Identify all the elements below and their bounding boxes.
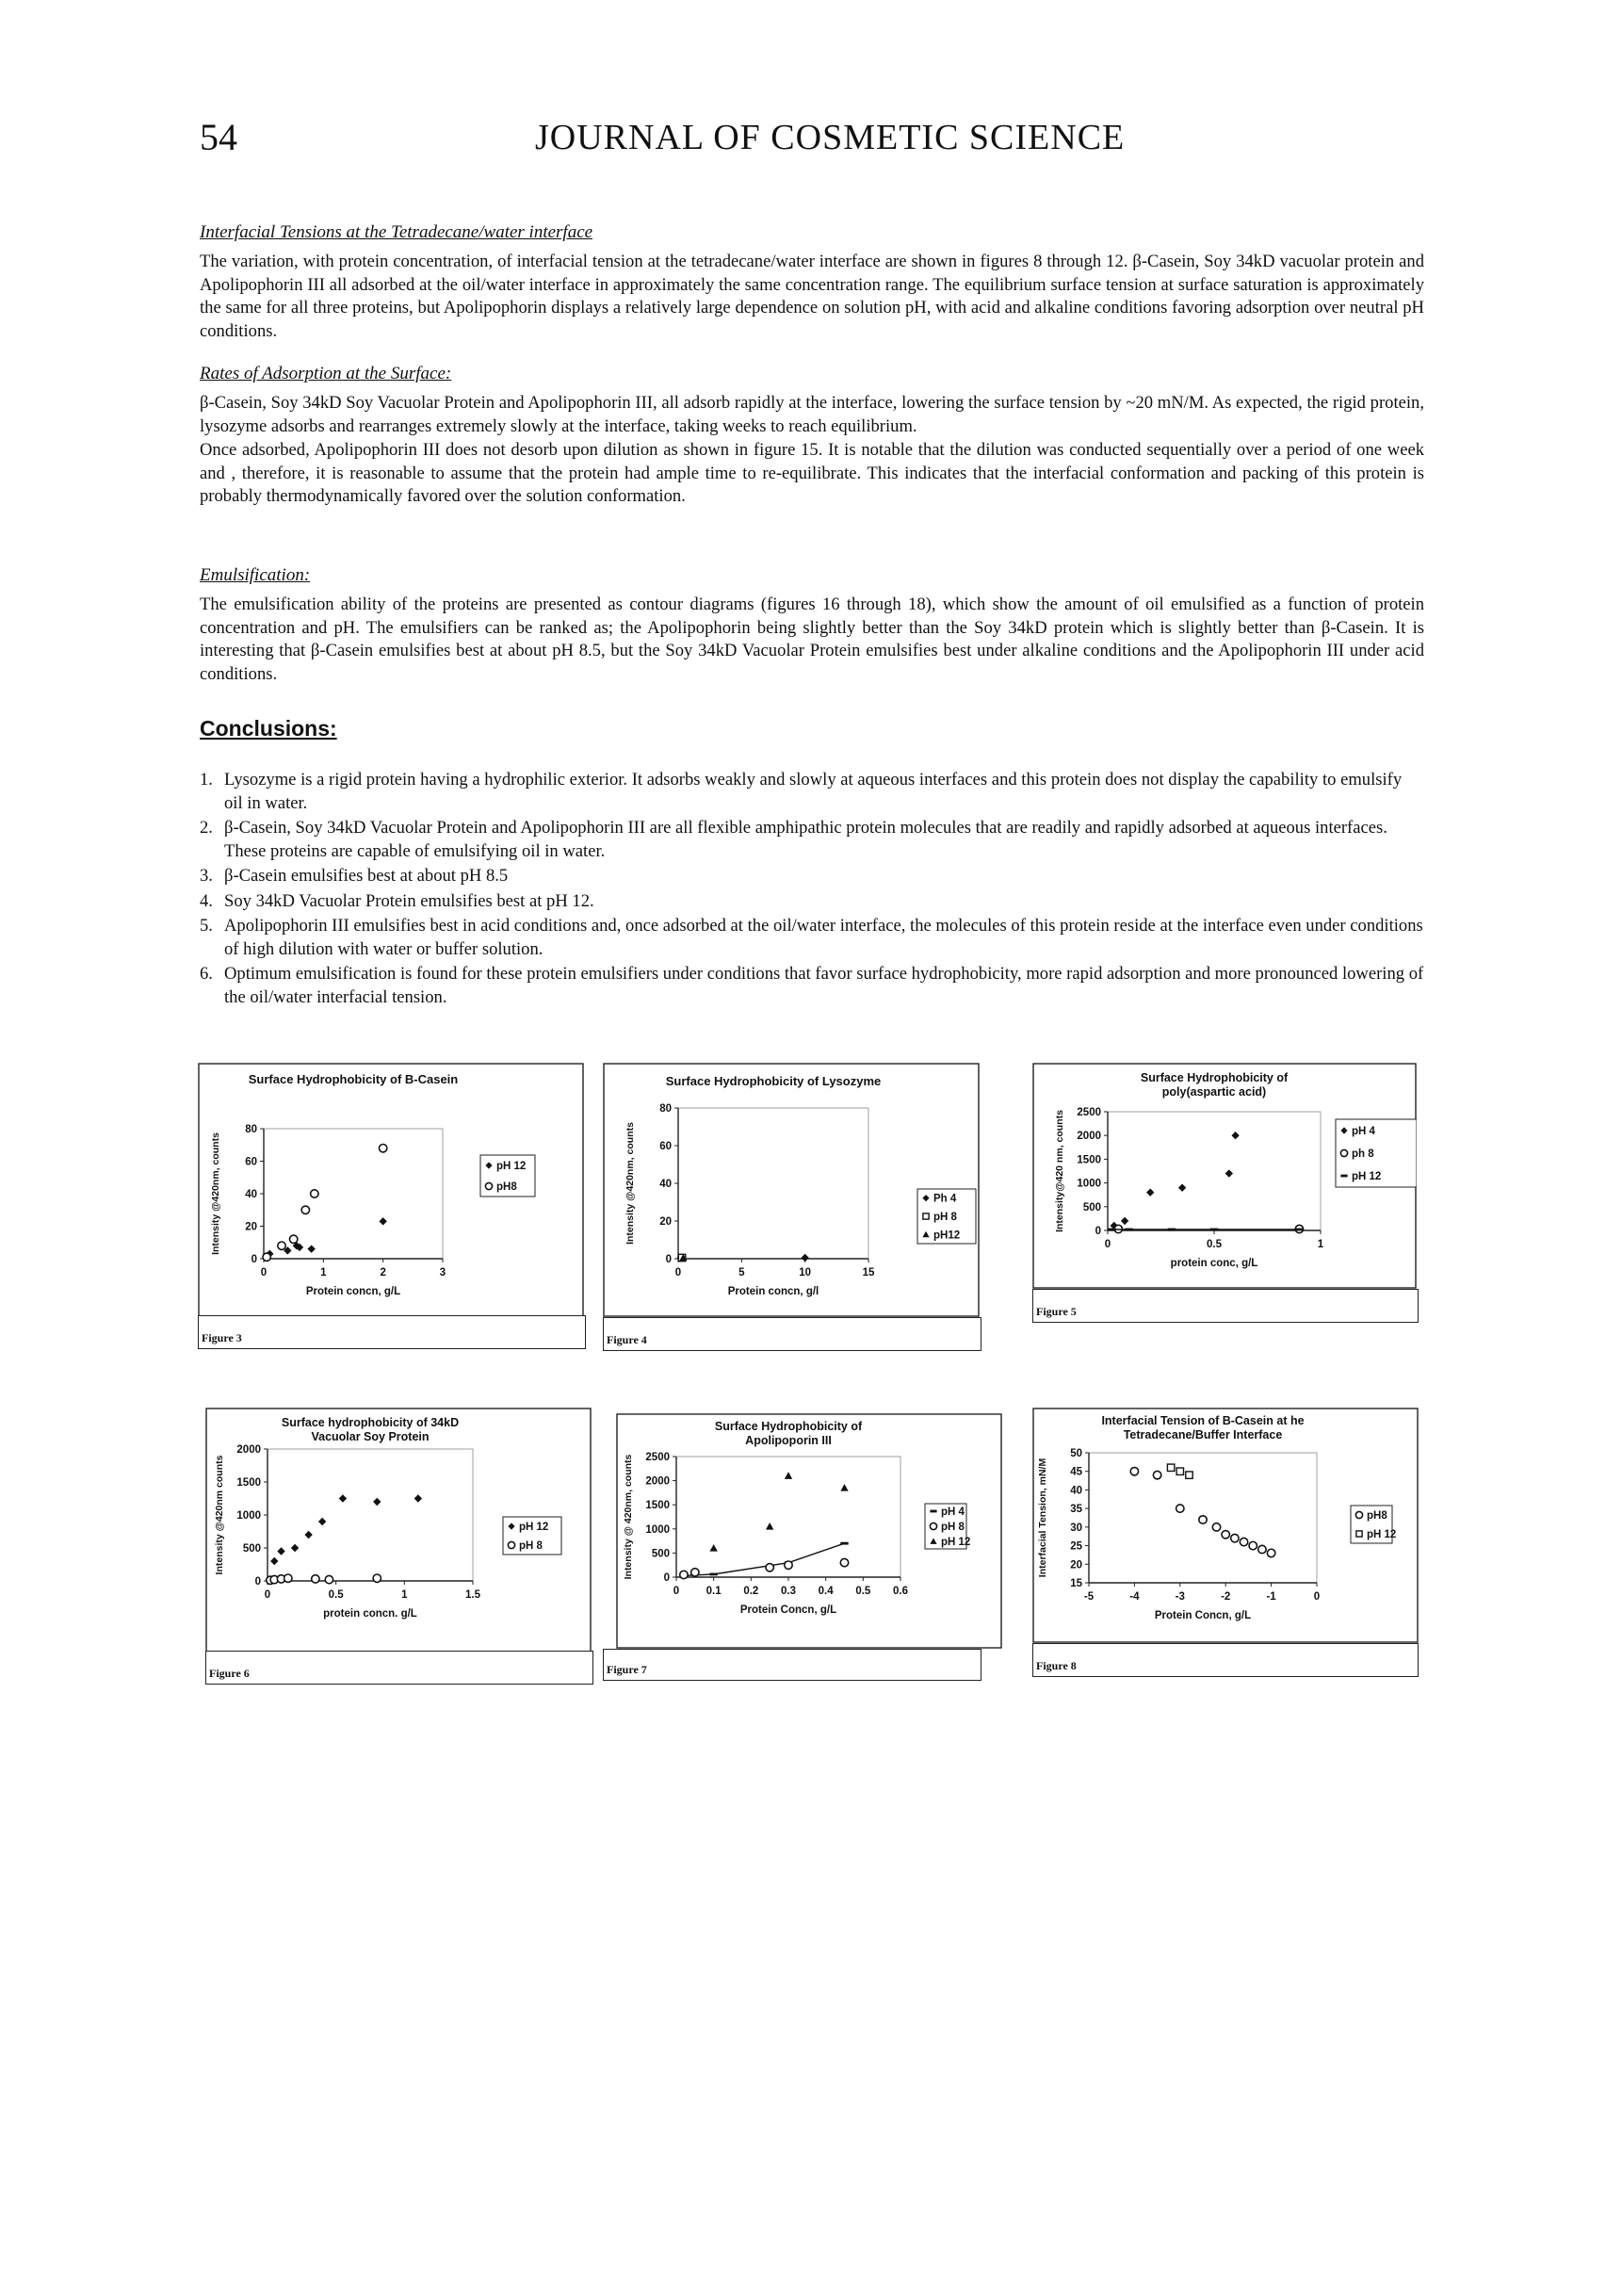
data-point <box>785 1561 792 1569</box>
data-point <box>691 1569 699 1576</box>
figure-3 <box>198 1063 584 1317</box>
data-point <box>1222 1531 1229 1539</box>
data-point <box>1212 1523 1220 1531</box>
data-point <box>301 1206 309 1213</box>
data-point <box>325 1575 333 1583</box>
figure-5 <box>1032 1063 1417 1289</box>
y-tick-label: 40 <box>245 1189 257 1200</box>
y-tick-label: 0 <box>1095 1226 1101 1237</box>
y-tick-label: 80 <box>659 1103 672 1115</box>
conclusion-number: 4. <box>200 890 213 911</box>
data-point <box>1168 1229 1176 1231</box>
data-point <box>1199 1516 1207 1523</box>
figure-4-chart <box>603 1063 980 1317</box>
y-tick-label: 40 <box>659 1179 672 1190</box>
x-tick-label: 0 <box>1104 1239 1111 1250</box>
y-tick-label: 15 <box>1070 1578 1082 1589</box>
x-tick-label: 0 <box>1313 1591 1321 1603</box>
conclusion-text: Apolipophorin III emulsifies best in acid conditions and, once adsorbed at the oil/water interface, the molecules of this protein reside at the interface even under conditions of high dilution with water or buffer solution. <box>224 916 1423 959</box>
x-tick-label: -4 <box>1129 1591 1140 1603</box>
y-tick-label: 2500 <box>645 1452 670 1463</box>
paragraph-emulsification: The emulsification ability of the proteins are presented as contour diagrams (figures 16 through 18), which show the amount of oil emulsified as a function of protein concentration and pH. The emulsifiers can be ranked as; the Apolipophorin being slightly better than the Soy 34kD protein which is slightly better than β-Casein. It is interesting that β-Casein emulsifies best at about pH 8.5, but the Soy 34kD Vacuolar Protein emulsifies best under alkaline conditions and the Apolipophorin III under acid conditions. <box>200 594 1424 684</box>
data-point <box>1176 1468 1183 1474</box>
data-point <box>840 1542 848 1545</box>
y-tick-label: 1500 <box>645 1500 670 1512</box>
x-tick-label: 0.5 <box>855 1586 871 1597</box>
figure-3-caption-box <box>198 1315 586 1349</box>
y-axis-label: Intensity @420nm, counts <box>624 1122 636 1245</box>
figure-8-caption: Figure 8 <box>1036 1659 1077 1672</box>
x-tick-label: 0 <box>674 1267 682 1278</box>
y-tick-label: 0 <box>254 1576 261 1588</box>
y-tick-label: 1000 <box>236 1510 261 1522</box>
figure-4-caption-box <box>603 1317 981 1351</box>
data-point <box>1240 1538 1247 1545</box>
chart-title: Surface Hydrophobicity of <box>714 1420 863 1433</box>
legend-label: ph 8 <box>1352 1148 1374 1160</box>
data-point <box>840 1558 848 1566</box>
chart-title: Surface Hydrophobicity of B-Casein <box>248 1072 459 1086</box>
data-point <box>485 1182 492 1189</box>
paragraph-interfacial: The variation, with protein concentration, of interfacial tension at the tetradecane/water interface are shown in figures 8 through 12. β-Casein, Soy 34kD vacuolar protein and Apolipophorin III all adsorbed at the oil/water interface in approximately the same concentration range. The equilibrium surface tension at surface saturation is approximately the same for all three proteins, but Apolipophorin displays a relatively large dependence on solution pH, with acid and alkaline conditions favoring adsorption over neutral pH conditions. <box>200 252 1424 341</box>
conclusion-item <box>200 865 1424 888</box>
data-point <box>1356 1531 1362 1537</box>
x-axis-label: Protein Concn, g/L <box>739 1604 837 1616</box>
x-tick-label: 0.5 <box>1207 1239 1222 1250</box>
conclusion-item <box>200 890 1424 914</box>
data-point <box>766 1564 773 1571</box>
data-point <box>1249 1541 1257 1549</box>
x-tick-label: -2 <box>1221 1591 1231 1603</box>
legend-label: pH 4 <box>1352 1126 1375 1137</box>
data-point <box>1340 1175 1347 1178</box>
y-tick-label: 60 <box>659 1141 672 1152</box>
legend-label: pH 4 <box>941 1506 965 1518</box>
data-point <box>709 1573 717 1576</box>
conclusion-number: 2. <box>200 818 213 838</box>
x-tick-label: 0.5 <box>328 1589 344 1601</box>
x-tick-label: 2 <box>380 1267 386 1278</box>
y-tick-label: 25 <box>1070 1540 1082 1553</box>
conclusions-list <box>200 769 1424 1011</box>
x-tick-label: 1 <box>401 1589 408 1601</box>
figure-4-caption: Figure 4 <box>607 1333 647 1346</box>
x-tick-label: -5 <box>1083 1591 1095 1603</box>
chart-title: Apolipoporin III <box>745 1434 832 1447</box>
x-tick-label: 0.1 <box>706 1586 722 1597</box>
section-heading-rates: Rates of Adsorption at the Surface: <box>200 364 452 383</box>
y-tick-label: 2500 <box>1077 1107 1101 1118</box>
x-tick-label: 10 <box>799 1267 812 1278</box>
legend-label: pH 8 <box>519 1540 543 1552</box>
data-point <box>379 1145 386 1152</box>
y-tick-label: 20 <box>659 1216 672 1228</box>
data-point <box>1210 1229 1218 1231</box>
y-tick-label: 500 <box>1082 1201 1101 1213</box>
data-point <box>278 1242 285 1249</box>
figure-6-caption: Figure 6 <box>209 1667 250 1680</box>
y-tick-label: 0 <box>665 1254 672 1265</box>
figure-8-caption-box <box>1032 1643 1419 1677</box>
y-axis-label: Interfacial Tension, mN/M <box>1037 1457 1048 1578</box>
x-tick-label: 3 <box>439 1267 446 1278</box>
x-tick-label: 0 <box>264 1589 271 1601</box>
y-tick-label: 2000 <box>236 1444 261 1456</box>
data-point <box>1125 1229 1132 1231</box>
chart-title: poly(aspartic acid) <box>1161 1085 1267 1099</box>
y-axis-label: Intensity @ 420nm, counts <box>623 1454 634 1580</box>
data-point <box>1231 1534 1239 1541</box>
y-tick-label: 1000 <box>645 1523 670 1536</box>
y-tick-label: 45 <box>1070 1466 1082 1478</box>
y-tick-label: 80 <box>245 1124 257 1135</box>
figure-7-caption-box <box>603 1649 981 1681</box>
y-tick-label: 20 <box>245 1221 257 1233</box>
x-tick-label: 1 <box>320 1267 327 1278</box>
x-tick-label: 0 <box>673 1586 680 1597</box>
legend-label: pH 12 <box>1352 1171 1382 1182</box>
data-point <box>508 1541 514 1548</box>
legend-label: pH8 <box>496 1181 517 1193</box>
chart-title: Interfacial Tension of B-Casein at he <box>1101 1414 1305 1427</box>
conclusion-text: Lysozyme is a rigid protein having a hydrophilic exterior. It adsorbs weakly and slowly at aqueous interfaces and this protein does not display the capability to emulsify oil in water. <box>224 770 1403 813</box>
x-axis-label: Protein Concn, g/L <box>1154 1610 1252 1621</box>
legend-label: pH 12 <box>519 1522 549 1533</box>
x-tick-label: 0 <box>260 1267 268 1278</box>
x-axis-label: protein conc, g/L <box>1170 1258 1258 1269</box>
data-point <box>1267 1549 1274 1556</box>
legend-label: pH 8 <box>941 1522 965 1533</box>
figure-7-chart <box>616 1413 1002 1649</box>
chart-title: Tetradecane/Buffer Interface <box>1123 1428 1283 1441</box>
y-tick-label: 1500 <box>1077 1154 1101 1166</box>
chart-title: Surface hydrophobicity of 34kD <box>281 1416 460 1429</box>
y-tick-label: 40 <box>1070 1485 1082 1497</box>
conclusion-item <box>200 817 1424 863</box>
data-point <box>923 1213 929 1219</box>
y-tick-label: 0 <box>251 1254 257 1265</box>
figure-3-caption: Figure 3 <box>202 1331 242 1344</box>
conclusions-heading: Conclusions: <box>200 716 337 741</box>
figure-7 <box>616 1413 1002 1649</box>
legend-label: Ph 4 <box>933 1193 957 1205</box>
y-tick-label: 1000 <box>1077 1178 1101 1190</box>
figure-3-chart <box>198 1063 584 1317</box>
y-tick-label: 1500 <box>236 1477 261 1489</box>
figure-5-caption: Figure 5 <box>1036 1305 1077 1318</box>
page-number: 54 <box>200 116 237 158</box>
y-tick-label: 60 <box>245 1156 257 1168</box>
conclusion-number: 5. <box>200 916 213 936</box>
x-tick-label: 0.6 <box>893 1586 908 1597</box>
conclusion-number: 3. <box>200 866 213 886</box>
figure-6-chart <box>205 1408 592 1653</box>
figure-5-chart <box>1032 1063 1417 1289</box>
data-point <box>312 1575 319 1583</box>
y-tick-label: 2000 <box>1077 1131 1101 1143</box>
conclusion-text: β-Casein emulsifies best at about pH 8.5 <box>224 866 509 886</box>
conclusion-item <box>200 963 1424 1009</box>
y-tick-label: 20 <box>1070 1559 1082 1571</box>
x-tick-label: 0.4 <box>818 1586 834 1597</box>
figure-4 <box>603 1063 980 1317</box>
data-point <box>1258 1545 1266 1553</box>
x-tick-label: 0.2 <box>743 1586 759 1597</box>
y-axis-label: Intensity @420nm counts <box>214 1455 225 1575</box>
x-axis-label: Protein concn, g/l <box>727 1286 819 1297</box>
conclusion-text: β-Casein, Soy 34kD Vacuolar Protein and Apolipophorin III are all flexible amphipathic protein molecules that are readily and rapidly adsorbed at aqueous interfaces. These proteins are capable of emulsifying oil in water. <box>224 818 1387 861</box>
conclusion-number: 1. <box>200 770 213 790</box>
x-axis-label: Protein concn, g/L <box>305 1286 401 1297</box>
data-point <box>1186 1472 1192 1478</box>
figure-6-caption-box <box>205 1651 593 1685</box>
x-tick-label: 1 <box>1317 1239 1324 1250</box>
y-tick-label: 50 <box>1070 1448 1082 1459</box>
conclusion-item <box>200 769 1424 815</box>
conclusion-text: Soy 34kD Vacuolar Protein emulsifies best at pH 12. <box>224 890 594 911</box>
figure-8-chart <box>1032 1408 1419 1643</box>
conclusion-number: 6. <box>200 964 213 984</box>
y-tick-label: 0 <box>663 1572 670 1584</box>
data-point <box>373 1574 381 1582</box>
legend-label: pH 12 <box>496 1161 527 1172</box>
journal-title: JOURNAL OF COSMETIC SCIENCE <box>535 118 1126 157</box>
paragraph-rates-1: β-Casein, Soy 34kD Soy Vacuolar Protein and Apolipophorin III, all adsorb rapidly at the interface, lowering the surface tension by ~20 mN/M. As expected, the rigid protein, lysozyme adsorbs and rearranges extremely slowly at the interface, taking weeks to reach equilibrium. <box>200 393 1424 436</box>
legend-label: pH8 <box>1367 1510 1387 1522</box>
data-point <box>289 1235 297 1243</box>
x-tick-label: 15 <box>862 1267 875 1278</box>
legend-label: pH12 <box>933 1229 961 1242</box>
data-point <box>1108 1229 1115 1231</box>
figure-7-caption: Figure 7 <box>607 1663 647 1676</box>
data-point <box>1340 1149 1347 1156</box>
y-axis-label: Intensity @420nm, counts <box>210 1132 221 1255</box>
x-tick-label: -3 <box>1175 1591 1185 1603</box>
y-axis-label: Intensity@420 nm, counts <box>1054 1110 1065 1232</box>
y-tick-label: 500 <box>242 1543 261 1555</box>
data-point <box>284 1574 292 1582</box>
data-point <box>263 1253 270 1261</box>
conclusion-text: Optimum emulsification is found for these protein emulsifiers under conditions that favor surface hydrophobicity, more rapid adsorption and more pronounced lowering of the oil/water interfacial tension. <box>224 964 1424 1007</box>
y-tick-label: 35 <box>1070 1504 1082 1516</box>
y-tick-label: 2000 <box>645 1475 670 1488</box>
data-point <box>1130 1468 1138 1475</box>
section-heading-emulsification: Emulsification: <box>200 565 311 585</box>
data-point <box>930 1523 936 1529</box>
data-point <box>311 1190 318 1197</box>
data-point <box>680 1571 688 1578</box>
legend-label: pH 8 <box>933 1212 957 1223</box>
x-axis-label: protein concn. g/L <box>323 1608 417 1620</box>
legend-label: pH 12 <box>941 1537 971 1548</box>
x-tick-label: 1.5 <box>465 1589 480 1601</box>
x-tick-label: 5 <box>738 1267 745 1278</box>
legend-label: pH 12 <box>1367 1529 1397 1540</box>
figure-8 <box>1032 1408 1419 1643</box>
data-point <box>1295 1229 1303 1231</box>
x-tick-label: -1 <box>1266 1591 1276 1603</box>
paragraph-rates-2: Once adsorbed, Apolipophorin III does not desorb upon dilution as shown in figure 15. It is notable that the dilution was conducted sequentially over a period of one week and , therefore, it is reasonable to assume that the protein had ample time to re-equilibrate. This indicates that the interfacial conformation and packing of this protein is probably thermodynamically favored over the solution conformation. <box>200 440 1424 506</box>
x-tick-label: 0.3 <box>781 1586 796 1597</box>
chart-title: Vacuolar Soy Protein <box>311 1430 430 1443</box>
y-tick-label: 30 <box>1070 1522 1082 1534</box>
chart-title: Surface Hydrophobicity of Lysozyme <box>665 1074 882 1088</box>
data-point <box>930 1510 936 1513</box>
data-point <box>1176 1505 1184 1512</box>
section-heading-interfacial: Interfacial Tensions at the Tetradecane/water interface <box>200 222 593 242</box>
data-point <box>1355 1511 1362 1518</box>
chart-title: Surface Hydrophobicity of <box>1140 1071 1289 1084</box>
y-tick-label: 500 <box>651 1548 670 1560</box>
data-point <box>1153 1471 1160 1478</box>
figure-5-caption-box <box>1032 1289 1419 1323</box>
figure-6 <box>205 1408 592 1653</box>
data-point <box>1167 1464 1174 1471</box>
conclusion-item <box>200 915 1424 961</box>
